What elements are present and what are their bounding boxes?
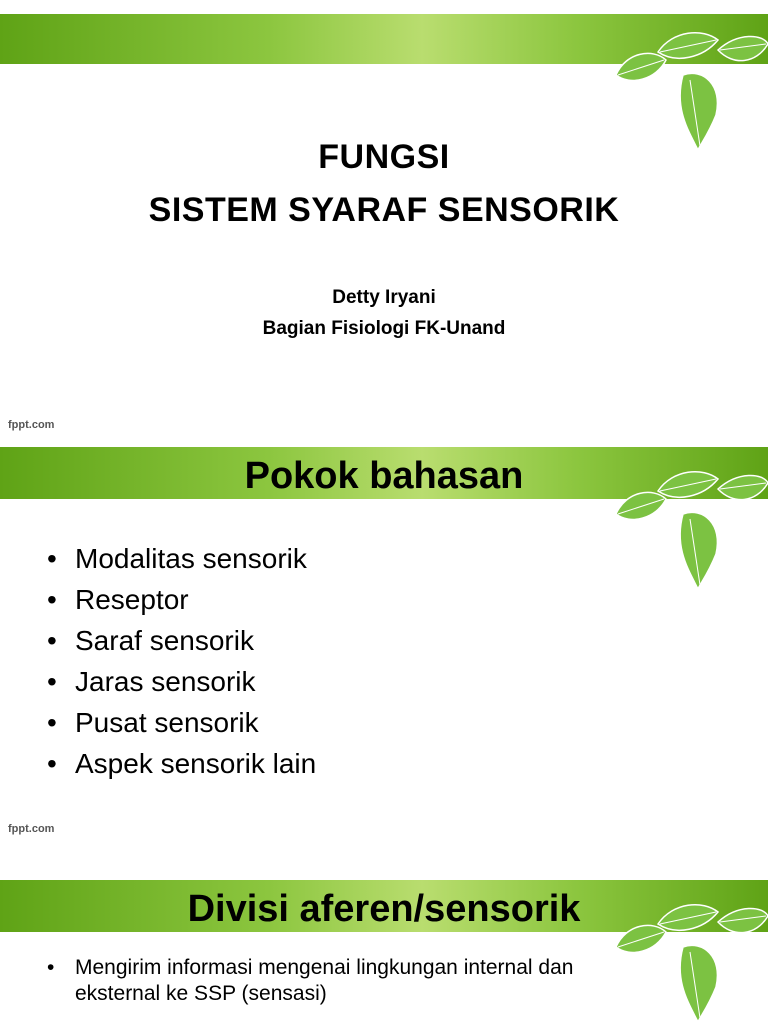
list-item: • Aspek sensorik lain [45,743,316,784]
list-item: • Pusat sensorik [45,702,316,743]
afferent-list [45,955,768,1017]
list-item: • Mengirim informasi mengenai lingkungan internal dan eksternal ke SSP (sensasi) [45,955,768,1007]
author-affiliation: Bagian Fisiologi FK-Unand [262,318,506,339]
author-name: Detty Iryani [332,287,436,308]
list-item: • Modalitas sensorik [45,538,316,579]
slide-heading: Pokok bahasan [244,455,524,497]
slide-heading: Divisi aferen/sensorik [187,888,581,930]
footer-watermark: fppt.com [8,419,55,431]
list-item: • Saraf sensorik [45,620,316,661]
list-item: • Jaras sensorik [45,661,316,702]
slide-topics [0,447,768,842]
slide-title-line-2: SISTEM SYARAF SENSORIK [148,191,620,229]
slide-title [0,0,768,440]
slide-title-line-1: FUNGSI [318,138,450,176]
topic-list [45,538,316,784]
header-band [0,14,768,64]
footer-watermark: fppt.com [8,823,55,835]
slide-afferent [0,878,768,1024]
list-item: • Reseptor [45,579,316,620]
